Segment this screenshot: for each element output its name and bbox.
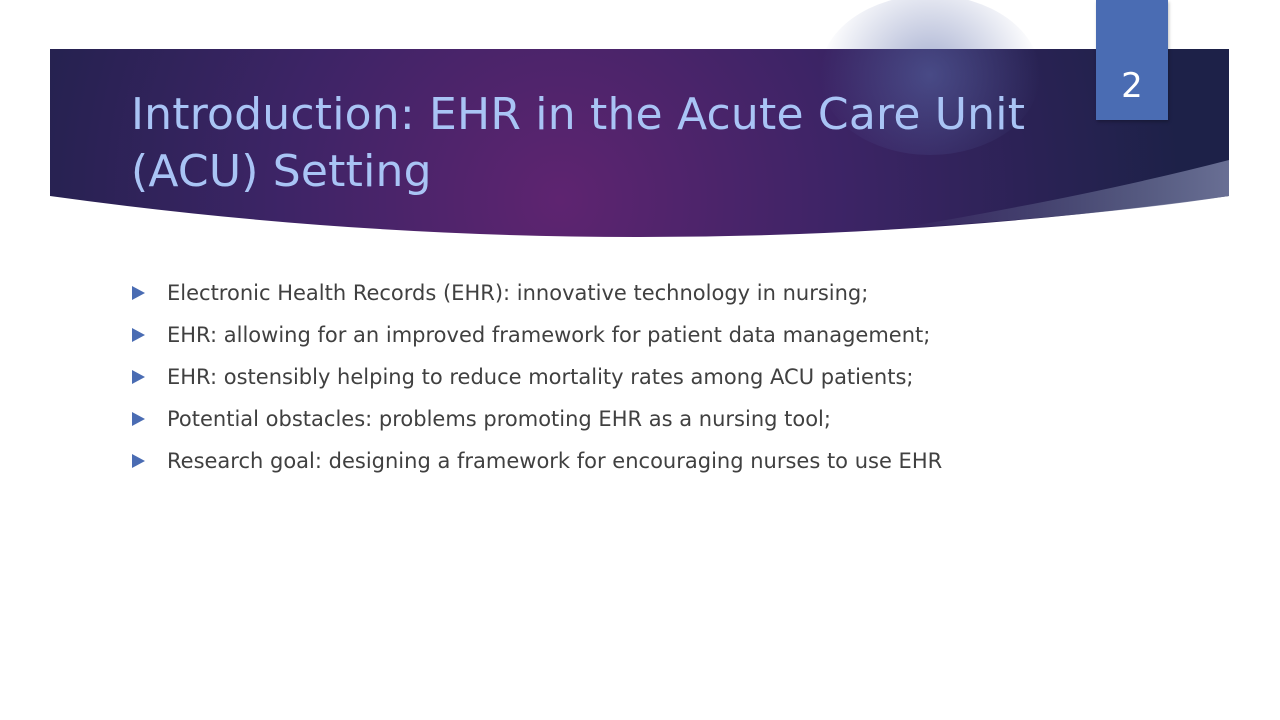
- bullet-item: [132, 398, 1132, 440]
- bullet-text: EHR: allowing for an improved framework for patient data management;: [167, 323, 931, 347]
- slide-title: Introduction: EHR in the Acute Care Unit (ACU) Setting: [131, 89, 1026, 197]
- bullet-item: [132, 314, 1132, 356]
- bullet-text: EHR: ostensibly helping to reduce mortality rates among ACU patients;: [167, 365, 914, 389]
- bullet-item: [132, 356, 1132, 398]
- triangle-bullet-icon: [132, 370, 145, 384]
- bullet-text: Electronic Health Records (EHR): innovative technology in nursing;: [167, 281, 869, 305]
- slide-number-box: [1096, 0, 1168, 120]
- bullet-item: [132, 272, 1132, 314]
- bullet-list: [132, 272, 1132, 482]
- triangle-bullet-icon: [132, 412, 145, 426]
- bullet-text: Potential obstacles: problems promoting EHR as a nursing tool;: [167, 407, 831, 431]
- triangle-bullet-icon: [132, 454, 145, 468]
- bullet-text: Research goal: designing a framework for encouraging nurses to use EHR: [167, 449, 943, 473]
- bullet-item: [132, 440, 1132, 482]
- triangle-bullet-icon: [132, 286, 145, 300]
- slide-number: 2: [1121, 66, 1143, 106]
- triangle-bullet-icon: [132, 328, 145, 342]
